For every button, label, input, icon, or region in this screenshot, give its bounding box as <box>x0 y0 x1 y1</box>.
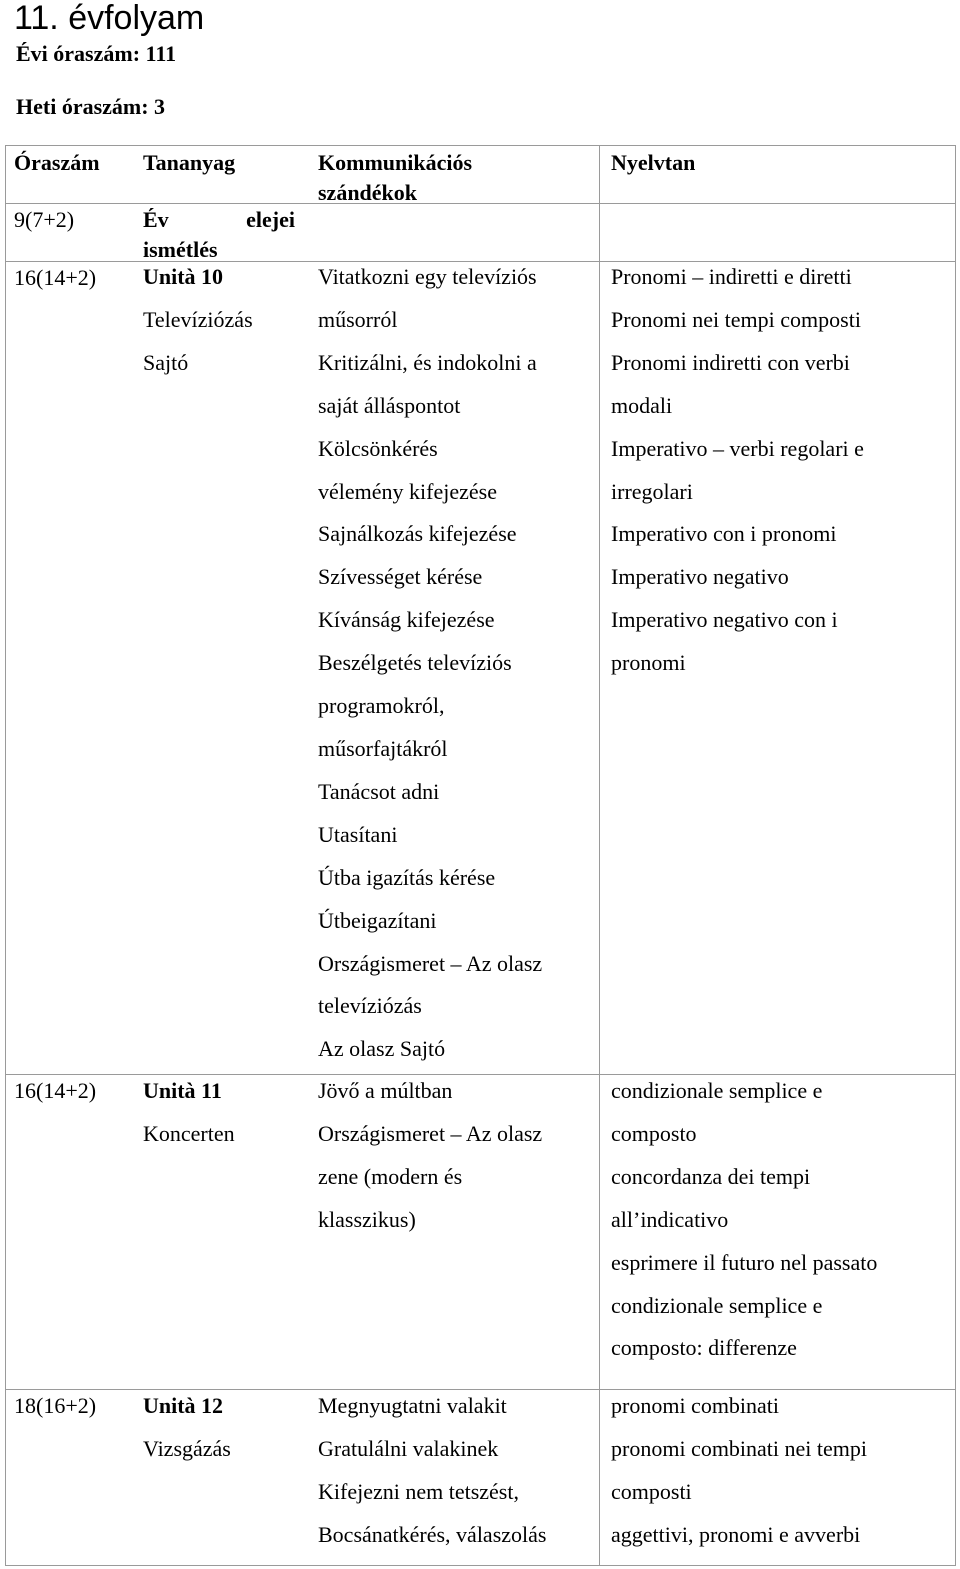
communication-line: Útba igazítás kérése <box>318 864 496 890</box>
grammar-line: irregolari <box>611 478 693 504</box>
communication-line: Gratulálni valakinek <box>318 1435 499 1461</box>
communication-line: Sajnálkozás kifejezése <box>318 521 517 547</box>
row4-grammar <box>611 1385 867 1557</box>
unit-title: Unità 11 <box>143 1078 222 1103</box>
curriculum-table <box>5 145 956 1566</box>
grammar-line: Pronomi nei tempi composti <box>611 306 861 332</box>
grammar-line: Imperativo con i pronomi <box>611 521 837 547</box>
communication-line: Kifejezni nem tetszést, <box>318 1478 519 1504</box>
row4-communication <box>318 1385 546 1557</box>
topic: Koncerten <box>143 1120 235 1146</box>
column-divider <box>599 145 600 1566</box>
row4-hours: 18(16+2) <box>14 1393 97 1418</box>
row1-hours: 9(7+2) <box>14 207 75 232</box>
grammar-line: Pronomi indiretti con verbi <box>611 349 850 375</box>
communication-line: Vitatkozni egy televíziós <box>318 264 537 289</box>
communication-line: Kívánság kifejezése <box>318 607 495 633</box>
communication-line: programokról, <box>318 693 445 719</box>
grammar-line: composti <box>611 1478 692 1504</box>
grammar-line: pronomi <box>611 650 686 676</box>
topic: Sajtó <box>143 349 189 375</box>
communication-line: műsorról <box>318 306 398 332</box>
grammar-line: pronomi combinati <box>611 1393 780 1418</box>
communication-line: műsorfajtákról <box>318 735 448 761</box>
row2-material <box>143 256 253 385</box>
grammar-line: modali <box>611 392 673 418</box>
communication-line: televíziózás <box>318 993 422 1019</box>
grammar-line: Imperativo negativo <box>611 564 789 590</box>
communication-line: Beszélgetés televíziós <box>318 650 512 676</box>
grammar-line: Imperativo – verbi regolari e <box>611 435 864 461</box>
row2-communication <box>318 256 542 1071</box>
communication-line: Szívességet kérése <box>318 564 483 590</box>
table-border-right <box>955 145 956 1566</box>
grammar-line: concordanza dei tempi <box>611 1163 811 1189</box>
grammar-line: aggettivi, pronomi e avverbi <box>611 1521 861 1547</box>
grammar-line: Pronomi – indiretti e diretti <box>611 264 852 289</box>
communication-line: Országismeret – Az olasz <box>318 1120 543 1146</box>
communication-line: Megnyugtatni valakit <box>318 1393 507 1418</box>
row3-material <box>143 1070 235 1156</box>
row2-hours: 16(14+2) <box>14 265 97 290</box>
grammar-line: pronomi combinati nei tempi <box>611 1435 868 1461</box>
row1-unit-word: Év <box>143 207 169 232</box>
annual-hours: Évi óraszám: 111 <box>16 41 177 66</box>
table-border-top <box>5 145 956 146</box>
header-hours: Óraszám <box>14 150 100 175</box>
communication-line: Utasítani <box>318 821 398 847</box>
weekly-hours: Heti óraszám: 3 <box>16 94 166 119</box>
communication-line: Az olasz Sajtó <box>318 1036 446 1062</box>
grammar-line: composto <box>611 1120 697 1146</box>
header-communication: Kommunikációs szándékok <box>318 150 473 205</box>
header-material: Tananyag <box>143 150 236 175</box>
communication-line: vélemény kifejezése <box>318 478 497 504</box>
communication-line: Kritizálni, és indokolni a <box>318 349 537 375</box>
topic: Televíziózás <box>143 306 253 332</box>
row3-communication <box>318 1070 542 1242</box>
grammar-line: Imperativo negativo con i <box>611 607 838 633</box>
unit-title: Unità 10 <box>143 264 224 289</box>
communication-line: zene (modern és <box>318 1163 463 1189</box>
grammar-line: condizionale semplice e <box>611 1078 823 1103</box>
row1-unit-word: elejei <box>246 207 295 232</box>
communication-line: Útbeigazítani <box>318 907 437 933</box>
grammar-line: all’indicativo <box>611 1206 729 1232</box>
grammar-line: composto: differenze <box>611 1335 797 1361</box>
row1-unit-word: ismétlés <box>143 237 218 262</box>
communication-line: Országismeret – Az olasz <box>318 950 543 976</box>
topic: Vizsgázás <box>143 1435 231 1461</box>
communication-line: klasszikus) <box>318 1206 416 1232</box>
row3-hours: 16(14+2) <box>14 1078 97 1103</box>
row4-material <box>143 1385 231 1471</box>
grammar-line: esprimere il futuro nel passato <box>611 1249 878 1275</box>
row3-grammar <box>611 1070 877 1370</box>
communication-line: Bocsánatkérés, válaszolás <box>318 1521 547 1547</box>
table-border-bottom <box>5 1565 956 1566</box>
header-grammar: Nyelvtan <box>611 150 696 175</box>
grammar-line: condizionale semplice e <box>611 1292 823 1318</box>
communication-line: saját álláspontot <box>318 392 461 418</box>
communication-line: Tanácsot adni <box>318 778 440 804</box>
table-border-left <box>5 145 6 1566</box>
row2-grammar <box>611 256 864 685</box>
communication-line: Kölcsönkérés <box>318 435 438 461</box>
unit-title: Unità 12 <box>143 1393 224 1418</box>
page-title: 11. évfolyam <box>14 0 205 37</box>
communication-line: Jövő a múltban <box>318 1078 453 1103</box>
